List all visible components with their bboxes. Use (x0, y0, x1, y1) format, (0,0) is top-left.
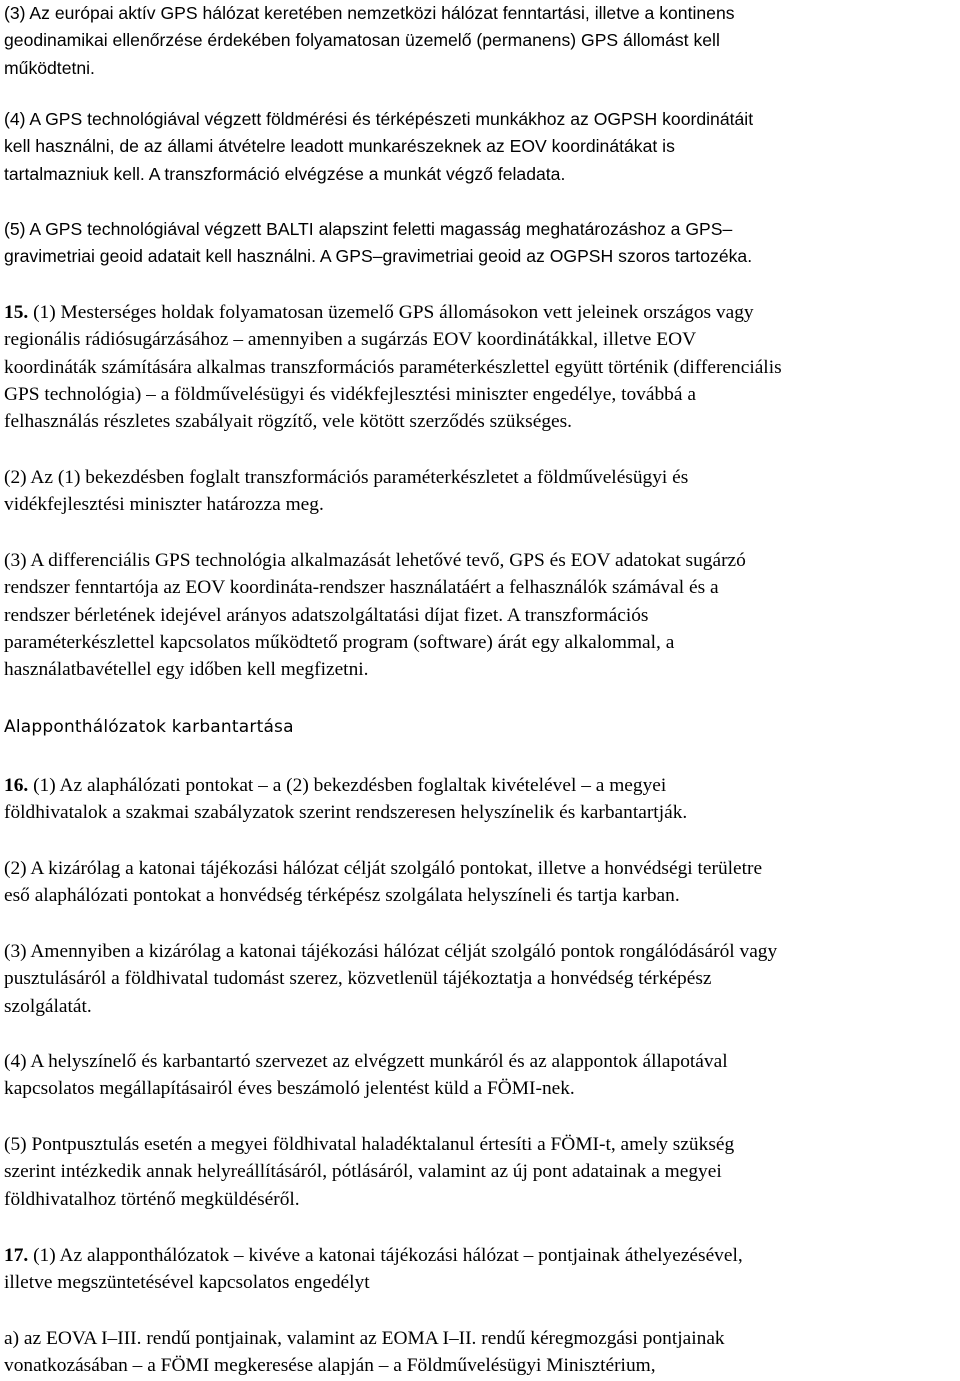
text-line: a) az EOVA I–III. rendű pontjainak, valamint az EOMA I–II. rendű kéregmozgási pontjainak (4, 1328, 725, 1349)
text-line: GPS technológia) – a földművelésügyi és vidékfejlesztési miniszter engedélye, továbbá a (4, 383, 696, 405)
text-line: szolgálatát. (4, 995, 92, 1017)
text-line: (3) A differenciális GPS technológia alkalmazását lehetővé tevő, GPS és EOV adatokat sugárzó (4, 550, 746, 571)
section-17-point-a (4, 1325, 960, 1380)
text-line: geodinamikai ellenőrzése érdekében folyamatosan üzemelő (permanens) GPS állomást kell (4, 30, 720, 51)
section-16-paragraph-5 (4, 1131, 960, 1213)
text-line: regionális rádiósugárzásához – amennyiben a sugárzás EOV koordinátákkal, illetve EOV (4, 329, 697, 351)
text-line: paraméterkészlettel kapcsolatos működtető program (software) árát egy alkalommal, a (4, 631, 675, 653)
section-17-paragraph-1 (4, 1242, 960, 1297)
text-line: vidékfejlesztési miniszter határozza meg. (4, 494, 324, 516)
text-line: (4) A GPS technológiával végzett földmérési és térképészeti munkákhoz az OGPSH koordinátáit (4, 109, 754, 129)
section-number: 15. (4, 302, 29, 323)
text-line: működtetni. (4, 57, 95, 78)
paragraph-gps-network-3 (4, 0, 960, 82)
text-line: (5) Pontpusztulás esetén a megyei földhivatal haladéktalanul értesíti a FÖMI-t, amely szükség (4, 1134, 735, 1155)
text-line: (1) Mesterséges holdak folyamatosan üzemelő GPS állomásokon vett jeleinek országos vagy (28, 302, 754, 323)
heading-text: Alapponthálózatok karbantartása (4, 717, 294, 737)
section-number: 16. (4, 775, 29, 796)
text-line: használatbavétellel egy időben kell megfizetni. (4, 659, 369, 681)
section-15-paragraph-2 (4, 464, 960, 519)
text-line: (2) A kizárólag a katonai tájékozási hálózat célját szolgáló pontokat, illetve a honvédségi területre (4, 858, 763, 879)
text-line: (5) A GPS technológiával végzett BALTI alapszint feletti magasság meghatározáshoz a GPS– (4, 219, 733, 239)
text-line: eső alaphálózati pontokat a honvédség térképész szolgálata helyszíneli és tartja karban. (4, 885, 680, 907)
text-line: pusztulásáról a földhivatal tudomást szerez, közvetlenül tájékoztatja a honvédség térképész (4, 968, 712, 990)
paragraph-gps-network-5 (4, 216, 960, 271)
text-line: földhivatalhoz történő megküldéséről. (4, 1188, 300, 1210)
text-line: (4) A helyszínelő és karbantartó szervezet az elvégzett munkáról és az alappontok állapotával (4, 1051, 728, 1072)
text-line: kell használni, de az állami átvételre leadott munkarészeknek az EOV koordinátákat is (4, 136, 675, 157)
section-16-paragraph-4 (4, 1048, 960, 1103)
text-line: gravimetriai geoid adatait kell használni. A GPS–gravimetriai geoid az OGPSH szoros tartozéka. (4, 246, 753, 267)
section-heading (4, 714, 960, 741)
section-16-paragraph-1 (4, 772, 960, 827)
text-line: koordináták számítására alkalmas transzformációs paraméterkészlettel együtt történik (differenciális (4, 356, 782, 378)
text-line: rendszer bérletének idejével arányos adatszolgáltatási díjat fizet. A transzformációs (4, 604, 649, 626)
text-line: (1) Az alapponthálózatok – kivéve a katonai tájékozási hálózat – pontjainak áthelyezésével, (28, 1245, 743, 1266)
text-line: kapcsolatos megállapításairól éves beszámoló jelentést küld a FÖMI-nek. (4, 1078, 575, 1100)
text-line: (3) Az európai aktív GPS hálózat keretében nemzetközi hálózat fenntartási, illetve a kontinens (4, 3, 735, 23)
text-line: szerint intézkedik annak helyreállításáról, pótlásáról, valamint az új pont adatainak a megyei (4, 1161, 722, 1183)
text-line: vonatkozásában – a FÖMI megkeresése alapján – a Földművelésügyi Minisztérium, (4, 1355, 656, 1377)
text-line: felhasználás részletes szabályait rögzítő, vele kötött szerződés szükséges. (4, 411, 573, 433)
paragraph-gps-network-4 (4, 106, 960, 188)
text-line: (1) Az alaphálózati pontokat – a (2) bekezdésben foglaltak kivételével – a megyei (28, 775, 667, 796)
section-16-paragraph-2 (4, 855, 960, 910)
text-line: tartalmazniuk kell. A transzformáció elvégzése a munkát végző feladata. (4, 163, 566, 184)
text-line: illetve megszüntetésével kapcsolatos engedélyt (4, 1272, 370, 1294)
text-line: földhivatalok a szakmai szabályzatok szerint rendszeresen helyszínelik és karbantartják. (4, 802, 688, 824)
text-line: (2) Az (1) bekezdésben foglalt transzformációs paraméterkészletet a földművelésügyi és (4, 467, 689, 488)
section-15-paragraph-1 (4, 299, 960, 435)
section-16-paragraph-3 (4, 938, 960, 1020)
section-number: 17. (4, 1245, 29, 1266)
section-15-paragraph-3 (4, 547, 960, 683)
text-line: (3) Amennyiben a kizárólag a katonai tájékozási hálózat célját szolgáló pontok rongálódásáról vagy (4, 941, 778, 962)
text-line: rendszer fenntartója az EOV koordináta-rendszer használatáért a felhasználók számával és a (4, 577, 719, 599)
